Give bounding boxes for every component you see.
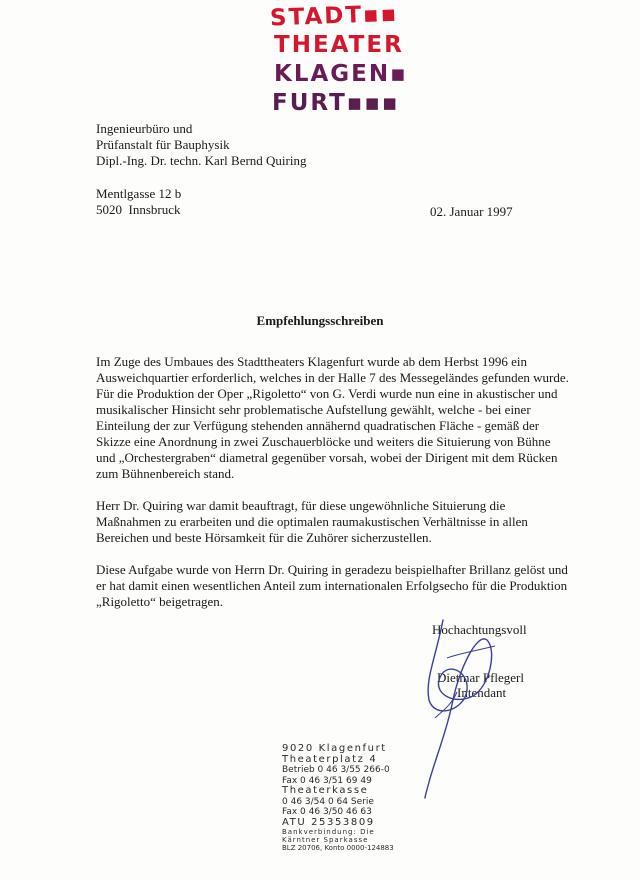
theater-footer: [282, 744, 402, 852]
recipient-line: Prüfanstalt für Bauphysik: [96, 137, 230, 152]
logo-line: KLAGEN▪: [274, 61, 408, 87]
logo-line: THEATER: [274, 32, 404, 58]
footer-city: 9020 Klagenfurt: [282, 743, 387, 754]
footer-vat-id: ATU 25353809: [282, 816, 375, 828]
theater-logo: [270, 2, 410, 118]
recipient-line: Ingenieurbüro und: [96, 121, 193, 136]
letter-subject: Empfehlungsschreiben: [256, 313, 384, 328]
letter-body: [96, 354, 571, 626]
body-paragraph: Diese Aufgabe wurde von Herrn Dr. Quiring in geradezu beispielhafter Brillanz gelöst und er hat damit einen wesentlichen Anteil zum internationalen Erfolgsecho für die Produktion „Rigoletto“ beigetragen.: [96, 562, 568, 609]
footer-box-phone: 0 46 3/54 0 64 Serie: [282, 796, 374, 807]
footer-box-fax: Fax 0 46 3/50 46 63: [282, 807, 372, 817]
recipient-block: [96, 121, 306, 169]
footer-bank-label: Bankverbindung: Die: [282, 828, 375, 836]
recipient-address: [96, 186, 181, 218]
footer-bank-account: BLZ 20706, Konto 0000-124883: [282, 844, 394, 852]
letter-date: 02. Januar 1997: [430, 204, 513, 219]
logo-line: STADT▪▪: [269, 0, 399, 32]
body-paragraph: Im Zuge des Umbaues des Stadttheaters Klagenfurt wurde ab dem Herbst 1996 ein Ausweichquartier erforderlich, welches in der Halle 7 des Messegeländes gefunden wurde. Für die Produktion der Oper „Rigoletto“ von G. Verdi wurde nun eine in akustischer und musikalischer Hinsicht sehr problematische Aufstellung gewählt, welche - bei einer Einteilung der zur Verfügung stehenden annähernd quadratischen Fläche - gemäß der Skizze eine Anordnung in zwei Zuschauerblöcke und weiters die Situierung von Bühne und „Orchestergraben“ diametral gegenüber vorsah, wobei der Dirigent mit dem Rücken zum Bühnenbereich stand.: [96, 354, 569, 481]
footer-box-office: Theaterkasse: [282, 785, 369, 796]
recipient-name: Dipl.-Ing. Dr. techn. Karl Bernd Quiring: [96, 153, 307, 168]
address-city: 5020 Innsbruck: [96, 202, 181, 217]
address-street: Mentlgasse 12 b: [96, 186, 182, 201]
footer-street: Theaterplatz 4: [282, 753, 378, 765]
closing-phrase: Hochachtungsvoll: [432, 622, 527, 637]
body-paragraph: Herr Dr. Quiring war damit beauftragt, für diese ungewöhnliche Situierung die Maßnahmen zu erarbeiten und die optimalen raumakustischen Verhältnisse in allen Bereichen und beste Hörsamkeit für die Zuhörer sicherzustellen.: [96, 498, 528, 545]
signer-name: Dietmar Pflegerl: [437, 670, 524, 685]
footer-office-phone: Betrieb 0 46 3/55 266-0: [282, 765, 390, 775]
footer-office-fax: Fax 0 46 3/51 69 49: [282, 775, 372, 786]
handwritten-signature: [395, 600, 525, 800]
logo-line: FURT▪▪▪: [272, 90, 400, 116]
signer-title: Intendant: [457, 685, 507, 700]
footer-bank-name: Kärntner Sparkasse: [282, 836, 369, 844]
